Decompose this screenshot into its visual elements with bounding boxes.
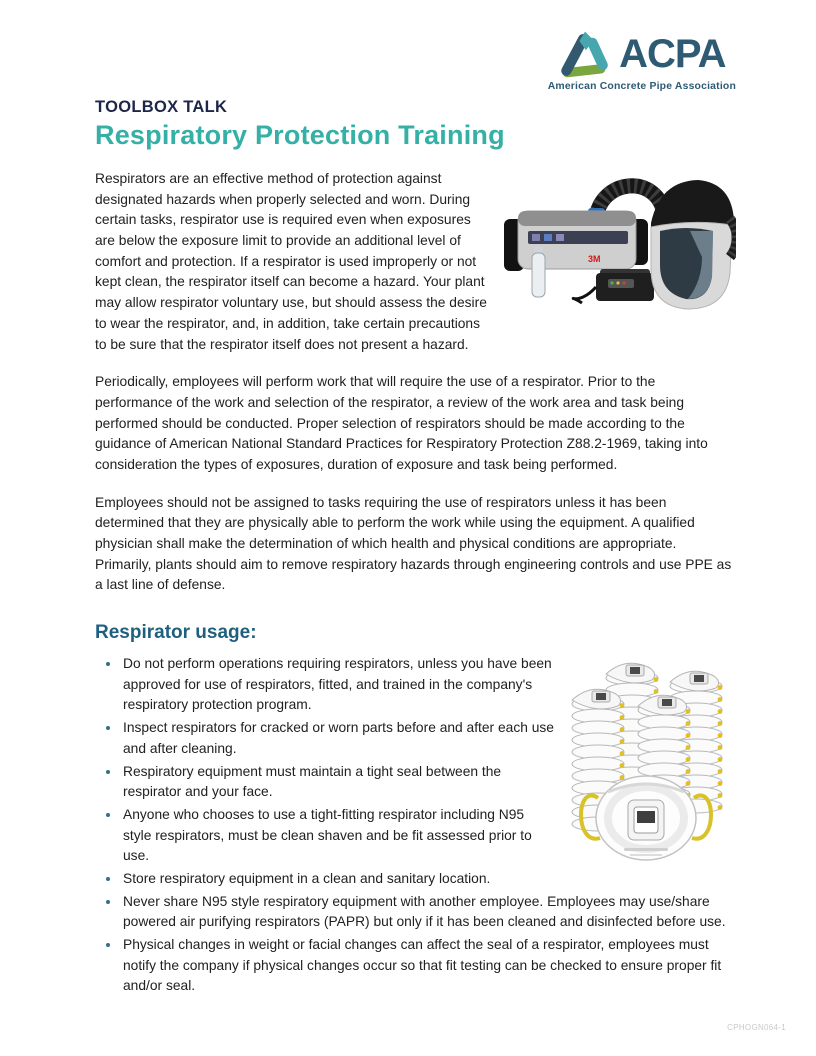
intro-paragraph-1: Respirators are an effective method of protection against designated hazards when properly selected and worn. During certain tasks, respirator use is required even when exposures are below the exposure limit to provide an additional level of comfort and protection. If a respirator is used improperly or not kept clean, the respirator itself can become a hazard. Your plant may allow respirator voluntary use, but should assess the desire to wear the respirator, and, in addition, take certain precautions to be sure that the respirator itself does not present a hazard.	[95, 171, 487, 352]
bullet-item: • Anyone who chooses to use a tight-fitting respirator including N95 style respirators, must be clean shaven and be fit assessed prior to use.	[121, 805, 736, 867]
bullet-item: • Physical changes in weight or facial changes can affect the seal of a respirator, employees must notify the company if physical changes occur so that fit testing can be checked to ensure proper fit and/or seal.	[121, 935, 736, 997]
page-title: Respiratory Protection Training	[95, 120, 505, 150]
acpa-logo-text: ACPA	[619, 32, 726, 76]
acpa-logo-mark-icon	[558, 30, 612, 78]
papr-respirator-image	[504, 161, 736, 313]
svg-text:3M: 3M	[588, 254, 601, 264]
intro-paragraph-1-wrap	[95, 169, 736, 355]
n95-masks-image	[568, 650, 736, 868]
bullet-item: • Respiratory equipment must maintain a tight seal between the respirator and your face.	[121, 762, 736, 803]
acpa-logo-tagline: American Concrete Pipe Association	[547, 81, 736, 92]
bullet-item: • Never share N95 style respiratory equipment with another employee. Employees may use/share powered air purifying respirators (PAPR) but only if it has been cleaned and disinfected before use.	[121, 892, 736, 933]
bullet-item: • Store respiratory equipment in a clean and sanitary location.	[121, 869, 736, 890]
intro-paragraph-3: Employees should not be assigned to tasks requiring the use of respirators unless it has been determined that they are physically able to perform the work while using the equipment. A qualified physician shall make the determination of which health and physical conditions are appropriate. Primarily, plants should aim to remove respiratory hazards through engineering controls and use PPE as a last line of defense.	[95, 494, 732, 593]
intro-paragraph-2: Periodically, employees will perform work that will require the use of a respirator. Prior to the performance of the work and selection of the respirator, a review of the work area and task being performed should be conducted. Proper selection of respirators should be made according to the guidance of American National Standard Practices for Respiratory Protection Z88.2-1969, taking into consideration the types of exposures, duration of exposure and task being performed.	[95, 374, 708, 472]
bullet-item: • Inspect respirators for cracked or worn parts before and after each use and after cleaning.	[121, 718, 736, 759]
bullet-item: • Do not perform operations requiring respirators, unless you have been approved for use of respirators, fitted, and trained in the company's respiratory protection program.	[121, 654, 736, 716]
toolbox-talk-kicker: TOOLBOX TALK	[95, 98, 228, 116]
respirator-usage-heading: Respirator usage:	[95, 622, 257, 644]
document-code: CPHOGN064-1	[727, 1023, 786, 1032]
logo-row	[95, 30, 736, 92]
acpa-logo	[548, 30, 736, 92]
respirator-usage-list-wrap	[95, 654, 736, 999]
